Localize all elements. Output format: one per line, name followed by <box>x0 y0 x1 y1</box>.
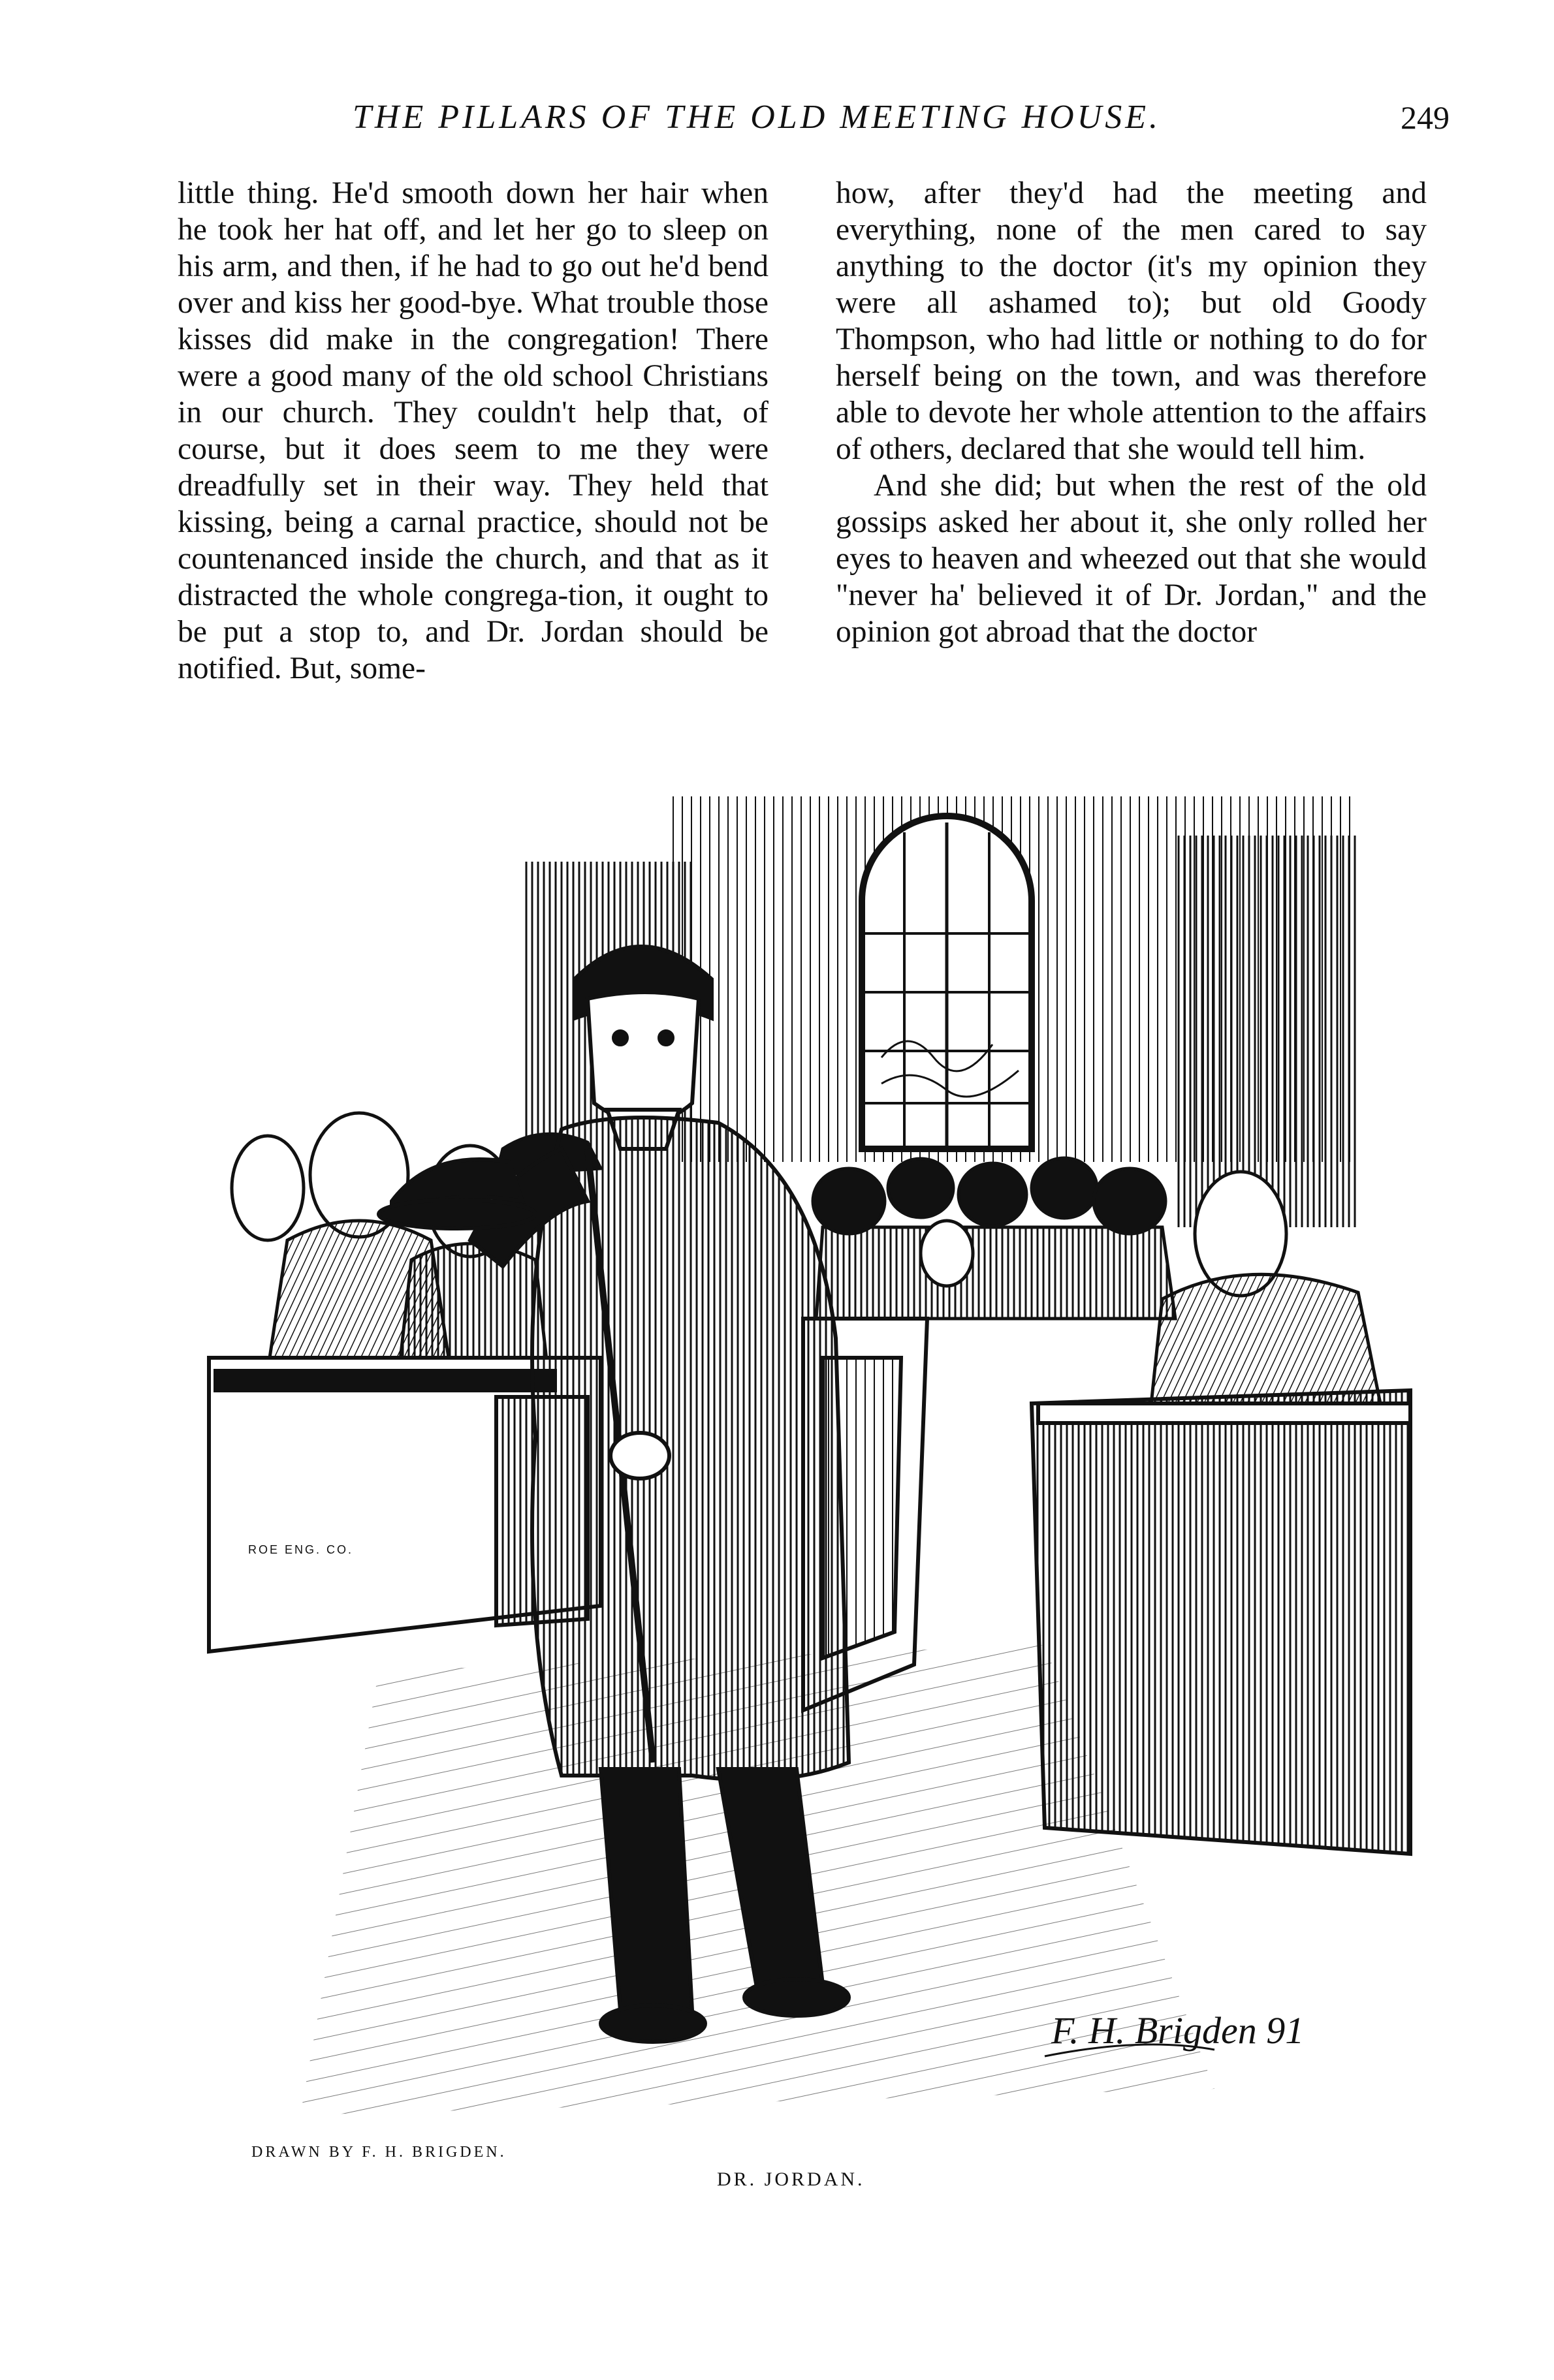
text-column-left <box>178 175 769 687</box>
text-column-right <box>836 175 1427 650</box>
arched-window <box>862 816 1032 1149</box>
paragraph: And she did; but when the rest of the old gossips asked her about it, she only rolled her eyes to heaven and wheezed out that she would "never ha' believed it of Dr. Jordan," and the opinion got abroad that the doctor <box>836 469 1427 649</box>
running-head <box>176 91 1450 144</box>
artist-signature: F. H. Brigden 91 <box>1051 2009 1305 2052</box>
page-number: 249 <box>1401 99 1450 136</box>
engraving-drawing <box>196 783 1436 2148</box>
engraver-mark: ROE ENG. CO. <box>248 1543 354 1556</box>
illustration-dr-jordan <box>196 783 1436 2148</box>
illustration-caption: DR. JORDAN. <box>717 2169 865 2190</box>
paragraph: little thing. He'd smooth down her hair when he took her hat off, and let her go to sleep on his arm, and then, if he had to go out he'd bend over and kiss her good-bye. What trouble those kisses did make in the congregation! There were a good many of the old school Christians in our church. They couldn't help that, of course, but it does seem to me they were dreadfully set in their way. They held that kissing, being a carnal practice, should not be countenanced inside the church, and that as it distracted the whole congrega-tion, it ought to be put a stop to, and Dr. Jordan should be notified. But, some- <box>178 176 769 685</box>
illustration-credit: DRAWN BY F. H. BRIGDEN. <box>251 2144 507 2161</box>
paragraph: how, after they'd had the meeting and everything, none of the men cared to say anything to the doctor (it's my opinion they were all ashamed to); but old Goody Thompson, who had little or nothing to do for herself being on the town, and was therefore able to devote her whole attention to the affairs of others, declared that she would tell him. <box>836 176 1427 466</box>
running-title: THE PILLARS OF THE OLD MEETING HOUSE. <box>353 99 1161 136</box>
